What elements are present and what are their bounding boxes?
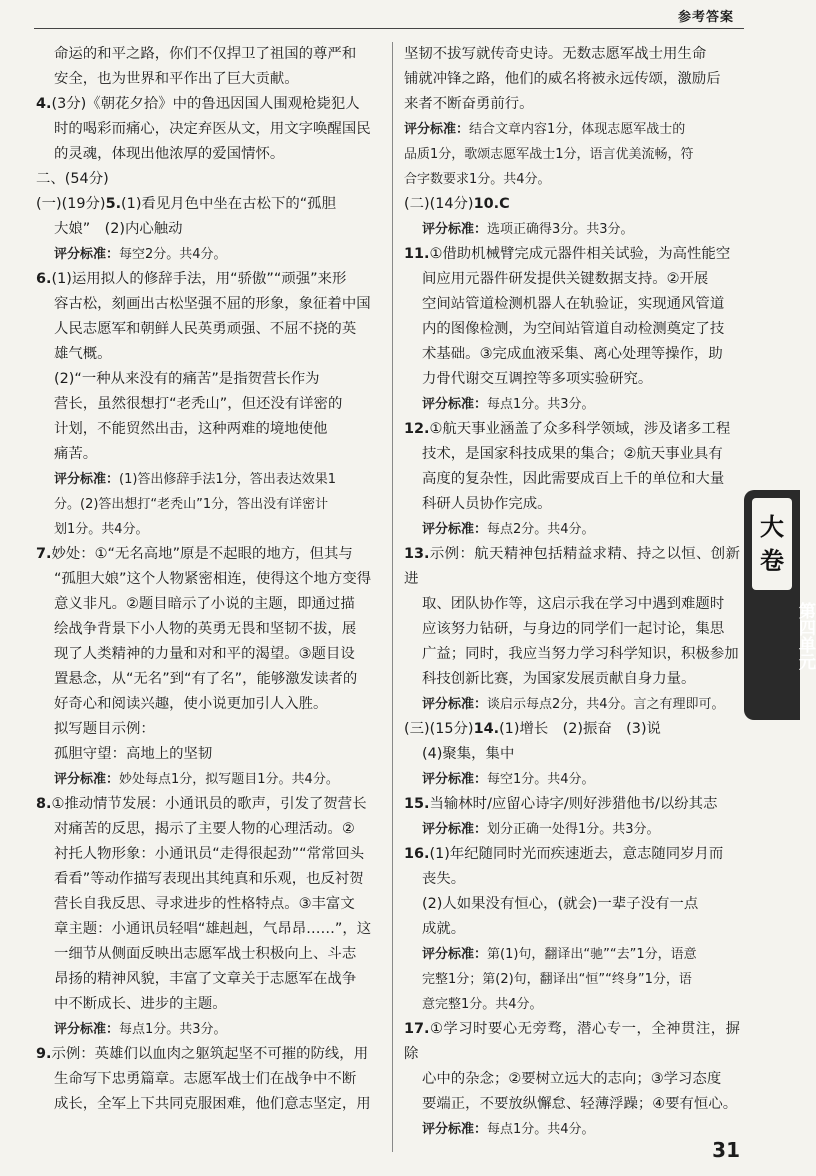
answer-text: 成就。 [422, 921, 466, 937]
answer-line [36, 792, 380, 817]
scoring-text: 划1分。共4分。 [54, 522, 149, 537]
scoring-line [36, 517, 380, 542]
answer-text: 高度的复杂性，因此需要成百上千的单位和大量 [422, 471, 725, 487]
answer-line [36, 1042, 380, 1067]
answer-text: 力骨代谢交互调控等多项实验研究。 [422, 371, 653, 387]
answer-text: 示例：航天精神包括精益求精、持之以恒、创新进 [404, 546, 740, 587]
answer-line [404, 742, 740, 767]
question-number: 16. [404, 846, 430, 862]
answer-line [36, 292, 380, 317]
scoring-text: 选项正确得3分。共3分。 [487, 222, 634, 237]
answer-text: 中不断成长、进步的主题。 [54, 996, 227, 1012]
answer-line [36, 142, 380, 167]
question-number: 17. [404, 1021, 430, 1037]
answer-line [36, 217, 380, 242]
answer-line [404, 717, 740, 742]
answer-line [36, 617, 380, 642]
answer-text: 示例：英雄们以血肉之躯筑起坚不可摧的防线，用 [51, 1046, 369, 1062]
question-number: 5. [105, 196, 122, 212]
answer-line [36, 992, 380, 1017]
answer-text: 铺就冲锋之路，他们的威名将被永远传颂，激励后 [404, 71, 721, 87]
scoring-text: 每空1分。共4分。 [487, 772, 595, 787]
scoring-line [36, 492, 380, 517]
answer-line [36, 592, 380, 617]
answer-text: ①借助机械臂完成元器件相关试验，为高性能空 [429, 246, 731, 262]
answer-line [36, 392, 380, 417]
answer-line [36, 642, 380, 667]
scoring-text: 每空2分。共4分。 [119, 247, 227, 262]
scoring-text: 妙处每点1分，拟写题目1分。共4分。 [119, 772, 339, 787]
scoring-label: 评分标准： [422, 772, 488, 787]
question-number: 9. [36, 1046, 52, 1062]
answer-line [36, 117, 380, 142]
scoring-label: 评分标准： [422, 222, 488, 237]
answer-line [404, 617, 740, 642]
question-number: 11. [404, 246, 430, 262]
answer-line [36, 667, 380, 692]
answer-line [36, 267, 380, 292]
answer-line [404, 192, 740, 217]
answer-text: 当输林时/应留心诗字/则好涉猎他书/以纷其志 [429, 796, 718, 812]
answer-text: 内的图像检测，为空间站管道自动检测奠定了技 [422, 321, 725, 337]
question-number: 4. [36, 96, 52, 112]
answer-line [404, 842, 740, 867]
answer-text: ①学习时要心无旁骛，潜心专一，全神贯注，摒除 [404, 1021, 740, 1062]
answer-text: 拟写题目示例： [54, 721, 155, 737]
answer-text: 时的喝彩而痛心，决定弃医从文，用文字唤醒国民 [54, 121, 371, 137]
page-header [678, 4, 734, 26]
scoring-label: 评分标准： [422, 822, 488, 837]
scoring-line [404, 517, 740, 542]
scoring-label: 评分标准： [422, 947, 488, 962]
scoring-line [404, 1117, 740, 1142]
answer-text: 现了人类精神的力量和对和平的渴望。③题目设 [54, 646, 355, 662]
answer-line [404, 92, 740, 117]
scoring-line [404, 817, 740, 842]
left-column [36, 42, 380, 1117]
answer-line [404, 792, 740, 817]
scoring-text: 合字数要求1分。共4分。 [404, 172, 551, 187]
answer-text: (1)年纪随同时光而疾速逝去，意志随同岁月而 [429, 846, 724, 862]
answer-text: 成长，全军上下共同克服困难，他们意志坚定，用 [54, 1096, 371, 1112]
scoring-text: 意完整1分。共4分。 [422, 997, 543, 1012]
answer-line [404, 592, 740, 617]
tab-label [752, 498, 792, 590]
answer-text: (2)人如果没有恒心，(就会)一辈子没有一点 [422, 896, 699, 912]
answer-text: 间应用元器件研发提供关键数据支持。②开展 [422, 271, 709, 287]
answer-line [36, 167, 380, 192]
scoring-text: 结合文章内容1分，体现志愿军战士的 [469, 122, 686, 137]
answer-line [36, 1092, 380, 1117]
answer-text: 一细节从侧面反映出志愿军战士积极向上、斗志 [54, 946, 357, 962]
answer-line [404, 367, 740, 392]
answer-line [404, 467, 740, 492]
answer-line [36, 742, 380, 767]
scoring-line [36, 467, 380, 492]
answer-text: 科技创新比赛，为国家发展贡献自身力量。 [422, 671, 696, 687]
answer-text: (4)聚集，集中 [422, 746, 515, 762]
answer-line [36, 67, 380, 92]
answer-line [404, 1092, 740, 1117]
question-number: 15. [404, 796, 430, 812]
scoring-text: 每点2分。共4分。 [487, 522, 595, 537]
header-title: 参考答案 [677, 9, 734, 25]
answer-text: 广益；同时，我应当努力学习科学知识，积极参加 [422, 646, 739, 662]
answer-line [404, 642, 740, 667]
tab-char: 大 [760, 513, 784, 541]
answer-line [36, 967, 380, 992]
answer-text: 空间站管道检测机器人在轨验证，实现通风管道 [422, 296, 725, 312]
scoring-line [404, 967, 740, 992]
answer-line [404, 892, 740, 917]
answer-text: 技术，是国家科技成果的集合；②航天事业具有 [422, 446, 723, 462]
question-number: 10. [473, 196, 500, 212]
scoring-text: (1)答出修辞手法1分，答出表达效果1 [119, 472, 336, 487]
question-number: 7. [36, 546, 52, 562]
answer-line [36, 717, 380, 742]
answer-text: 营长，虽然很想打“老秃山”，但还没有详密的 [54, 396, 343, 412]
scoring-line [36, 242, 380, 267]
answer-text: 妙处：①“无名高地”原是不起眼的地方，但其与 [51, 546, 353, 562]
scoring-label: 评分标准： [422, 397, 488, 412]
answer-text: 科研人员协作完成。 [422, 496, 552, 512]
answer-text: 计划，不能贸然出击，这种两难的境地使他 [54, 421, 328, 437]
scoring-label: 评分标准： [404, 122, 470, 137]
answer-line [36, 542, 380, 567]
answer-line [36, 342, 380, 367]
answer-text: 生命写下忠勇篇章。志愿军战士们在战争中不断 [54, 1071, 357, 1087]
scoring-line [404, 392, 740, 417]
answer-line [404, 292, 740, 317]
scoring-line [404, 142, 740, 167]
answer-line [36, 442, 380, 467]
answer-text: 昂扬的精神风貌，丰富了文章关于志愿军在战争 [54, 971, 357, 987]
tab-char: 卷 [760, 547, 784, 575]
scoring-line [404, 117, 740, 142]
answer-text: (3分)《朝花夕拾》中的鲁迅因国人围观枪毙犯人 [51, 96, 360, 112]
answer-text: 的灵魂，体现出他浓厚的爱国情怀。 [54, 146, 285, 162]
answer-line [36, 842, 380, 867]
answer-line [36, 367, 380, 392]
scoring-text: 每点1分。共3分。 [119, 1022, 227, 1037]
answer-text: “孤胆大娘”这个人物紧密相连，使得这个地方变得 [54, 571, 372, 587]
answer-text: C [499, 196, 510, 212]
answer-line [404, 242, 740, 267]
answer-text: 丧失。 [422, 871, 466, 887]
answer-line [404, 667, 740, 692]
answer-line [36, 42, 380, 67]
scoring-label: 评分标准： [422, 697, 488, 712]
answer-line [404, 442, 740, 467]
answer-text: 营长自我反思、寻求进步的性格特点。③丰富文 [54, 896, 355, 912]
answer-line [36, 692, 380, 717]
answer-text: 二、(54分) [36, 171, 109, 187]
answer-text: 孤胆守望：高地上的坚韧 [54, 746, 213, 762]
answer-line [36, 92, 380, 117]
answer-text: 安全，也为世界和平作出了巨大贡献。 [54, 71, 299, 87]
answer-text: ①推动情节发展：小通讯员的歌声，引发了贺营长 [51, 796, 367, 812]
scoring-label: 评分标准： [54, 1022, 120, 1037]
answer-line [36, 917, 380, 942]
answer-text: 章主题：小通讯员轻唱“雄赳赳，气昂昂……”，这 [54, 921, 372, 937]
scoring-label: 评分标准： [422, 522, 488, 537]
question-number: 6. [36, 271, 52, 287]
answer-text: ①航天事业涵盖了众多科学领域，涉及诸多工程 [429, 421, 731, 437]
answer-line [36, 567, 380, 592]
scoring-label: 评分标准： [422, 1122, 488, 1137]
answer-line [404, 542, 740, 592]
scoring-line [36, 1017, 380, 1042]
header-rule [34, 28, 744, 29]
scoring-line [404, 217, 740, 242]
answer-text: 命运的和平之路，你们不仅捍卫了祖国的尊严和 [54, 46, 357, 62]
scoring-label: 评分标准： [54, 772, 120, 787]
question-number: 12. [404, 421, 430, 437]
section-lead: (三)(15分) [404, 721, 474, 737]
answer-text: 对痛苦的反思，揭示了主要人物的心理活动。② [54, 821, 355, 837]
scoring-label: 评分标准： [54, 247, 120, 262]
section-tab [744, 490, 815, 720]
scoring-text: 品质1分，歌颂志愿军战士1分，语言优美流畅，符 [404, 147, 694, 162]
answer-text: 大娘” (2)内心触动 [54, 221, 183, 237]
answer-line [404, 42, 740, 67]
question-number: 14. [473, 721, 500, 737]
question-number: 8. [36, 796, 52, 812]
answer-text: (2)“一种从来没有的痛苦”是指贺营长作为 [54, 371, 320, 387]
scoring-line [404, 942, 740, 967]
scoring-line [404, 167, 740, 192]
section-lead: (二)(14分) [404, 196, 474, 212]
answer-line [36, 867, 380, 892]
column-divider [392, 42, 393, 1152]
answer-line [404, 492, 740, 517]
page-number: 31 [712, 1138, 740, 1162]
tab-unit: 第四单元 [795, 602, 815, 670]
answer-line [36, 317, 380, 342]
answer-text: 坚韧不拔写就传奇史诗。无数志愿军战士用生命 [404, 46, 707, 62]
answer-line [404, 317, 740, 342]
answer-text: 来者不断奋勇前行。 [404, 96, 534, 112]
scoring-line [404, 767, 740, 792]
question-number: 13. [404, 546, 430, 562]
scoring-text: 每点1分。共4分。 [487, 1122, 595, 1137]
answer-line [404, 342, 740, 367]
answer-line [404, 1067, 740, 1092]
scoring-line [404, 692, 740, 717]
answer-text: (1)增长 (2)振奋 (3)说 [499, 721, 661, 737]
answer-text: 看看”等动作描写表现出其纯真和乐观，也反衬贺 [54, 871, 364, 887]
right-column [404, 42, 740, 1142]
answer-text: 好奇心和阅读兴趣，使小说更加引人入胜。 [54, 696, 328, 712]
answer-line [36, 1067, 380, 1092]
scoring-text: 完整1分；第(2)句，翻译出“恒”“终身”1分，语 [422, 972, 692, 987]
answer-text: 要端正，不要放纵懈怠、轻薄浮躁；④要有恒心。 [422, 1096, 738, 1112]
answer-line [36, 192, 380, 217]
answer-line [404, 267, 740, 292]
answer-text: 痛苦。 [54, 446, 98, 462]
answer-text: 绘战争背景下小人物的英勇无畏和坚韧不拔，展 [54, 621, 357, 637]
answer-text: (1)运用拟人的修辞手法，用“骄傲”“顽强”来形 [51, 271, 347, 287]
answer-text: 意义非凡。②题目暗示了小说的主题，即通过描 [54, 596, 355, 612]
answer-line [404, 67, 740, 92]
answer-text: 置悬念，从“无名”到“有了名”，能够激发读者的 [54, 671, 358, 687]
scoring-text: 划分正确一处得1分。共3分。 [487, 822, 660, 837]
answer-text: 雄气概。 [54, 346, 112, 362]
answer-text: 术基础。③完成血液采集、离心处理等操作，助 [422, 346, 723, 362]
answer-line [36, 942, 380, 967]
answer-text: 取、团队协作等，这启示我在学习中遇到难题时 [422, 596, 725, 612]
scoring-text: 分。(2)答出想打“老秃山”1分，答出没有详密计 [54, 497, 329, 512]
answer-line [404, 867, 740, 892]
answer-line [404, 1017, 740, 1067]
answer-text: 衬托人物形象：小通讯员“走得很起劲”“常常回头 [54, 846, 365, 862]
answer-text: 心中的杂念；②要树立远大的志向；③学习态度 [422, 1071, 722, 1087]
answer-text: 人民志愿军和朝鲜人民英勇顽强、不屈不挠的英 [54, 321, 357, 337]
answer-line [36, 892, 380, 917]
scoring-text: 谈启示每点2分，共4分。言之有理即可。 [487, 697, 725, 712]
scoring-text: 每点1分。共3分。 [487, 397, 595, 412]
answer-text: 应该努力钻研，与身边的同学们一起讨论，集思 [422, 621, 725, 637]
scoring-text: 第(1)句，翻译出“驰”“去”1分，语意 [487, 947, 697, 962]
answer-line [404, 917, 740, 942]
answer-text: (一)(19分) [36, 196, 106, 212]
answer-text: 容古松，刻画出古松坚强不屈的形象，象征着中国 [54, 296, 371, 312]
scoring-line [36, 767, 380, 792]
answer-text: (1)看见月色中坐在古松下的“孤胆 [121, 196, 336, 212]
scoring-line [404, 992, 740, 1017]
answer-line [36, 417, 380, 442]
scoring-label: 评分标准： [54, 472, 120, 487]
answer-line [404, 417, 740, 442]
answer-line [36, 817, 380, 842]
